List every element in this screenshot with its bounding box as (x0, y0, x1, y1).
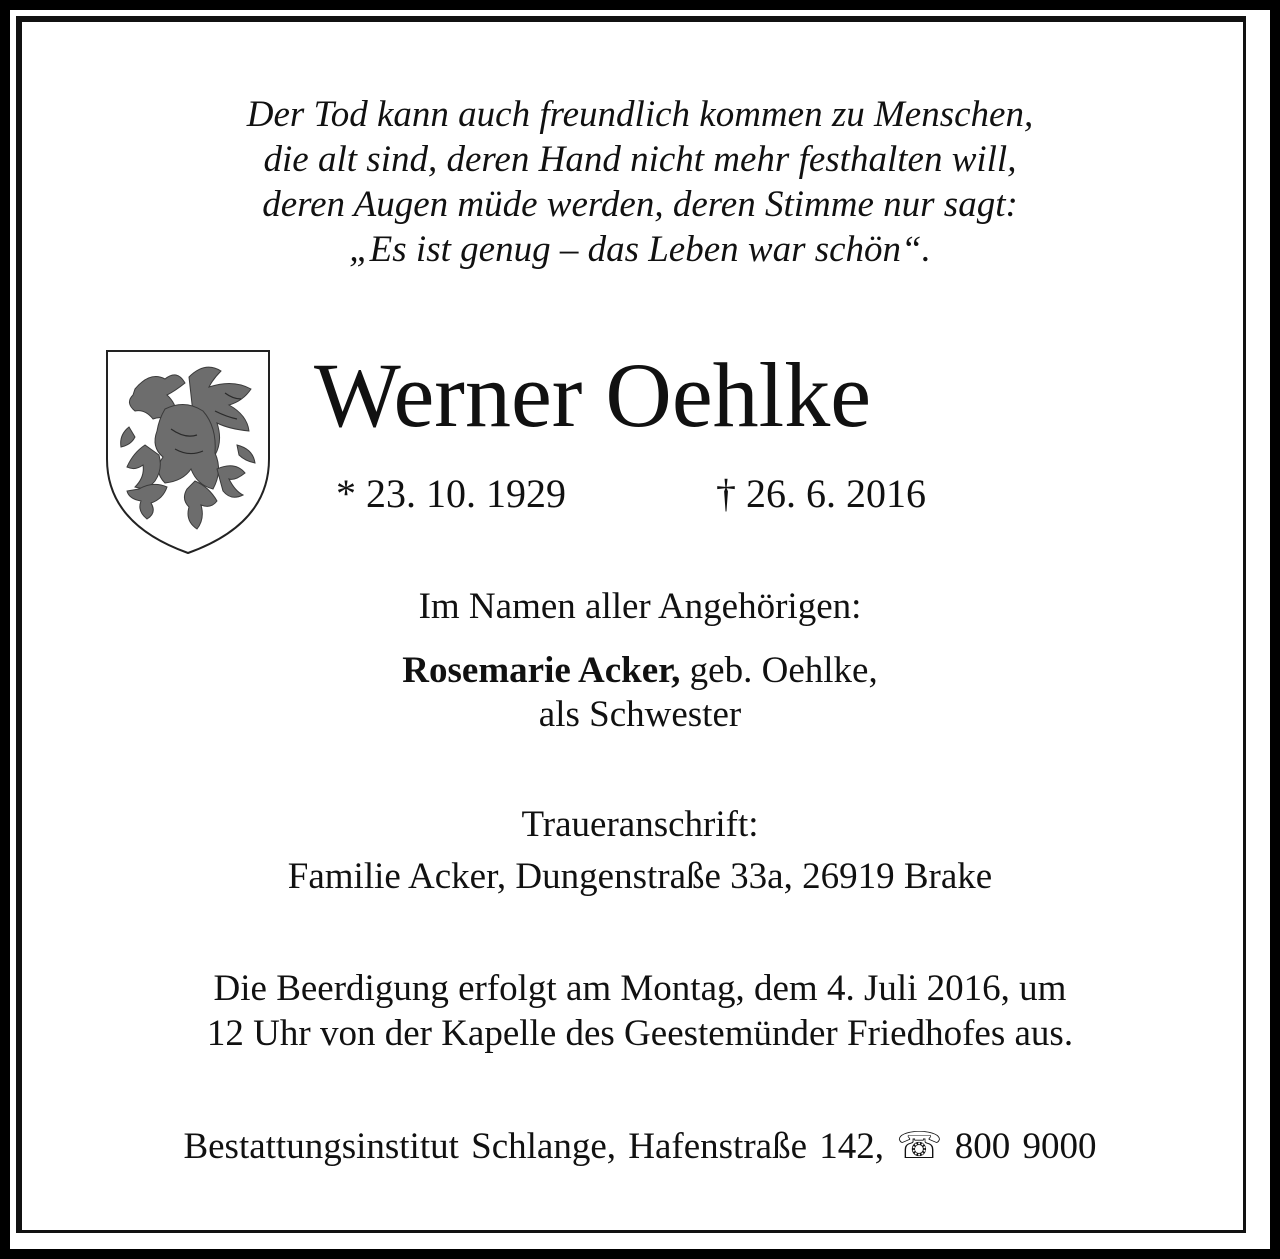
funeral-line: Die Beerdigung erfolgt am Montag, dem 4. Juli 2016, um (213, 968, 1067, 1009)
mourner-maiden-name: geb. Oehlke, (680, 650, 878, 691)
memorial-quote (0, 92, 1280, 272)
quote-line: die alt sind, deren Hand nicht mehr festhalten will, (263, 139, 1017, 180)
telephone-icon: ☏ (896, 1126, 943, 1167)
undertaker-text: Bestattungsinstitut Schlange, Hafenstraße 142, (183, 1126, 897, 1167)
funeral-line: 12 Uhr von der Kapelle des Geestemünder Friedhofes aus. (206, 1013, 1074, 1054)
undertaker-phone: 800 9000 (942, 1126, 1097, 1167)
undertaker-info (0, 1124, 1280, 1169)
address-value: Familie Acker, Dungenstraße 33a, 26919 Brake (287, 856, 993, 897)
address-label: Traueranschrift: (521, 804, 759, 845)
quote-line: „Es ist genug – das Leben war schön“. (349, 229, 931, 270)
griffin-coat-of-arms-icon (105, 349, 271, 555)
mourner-line (0, 648, 1280, 693)
quote-line: deren Augen müde werden, deren Stimme nur sagt: (262, 184, 1018, 225)
mourners-intro: Im Namen aller Angehörigen: (418, 586, 862, 627)
mourner-relation: als Schwester (538, 694, 742, 735)
quote-line: Der Tod kann auch freundlich kommen zu Menschen, (246, 94, 1034, 135)
death-date: † 26. 6. 2016 (716, 471, 926, 516)
deceased-name: Werner Oehlke (314, 344, 872, 446)
birth-date: * 23. 10. 1929 (336, 471, 566, 516)
mourner-name: Rosemarie Acker, (402, 650, 681, 691)
